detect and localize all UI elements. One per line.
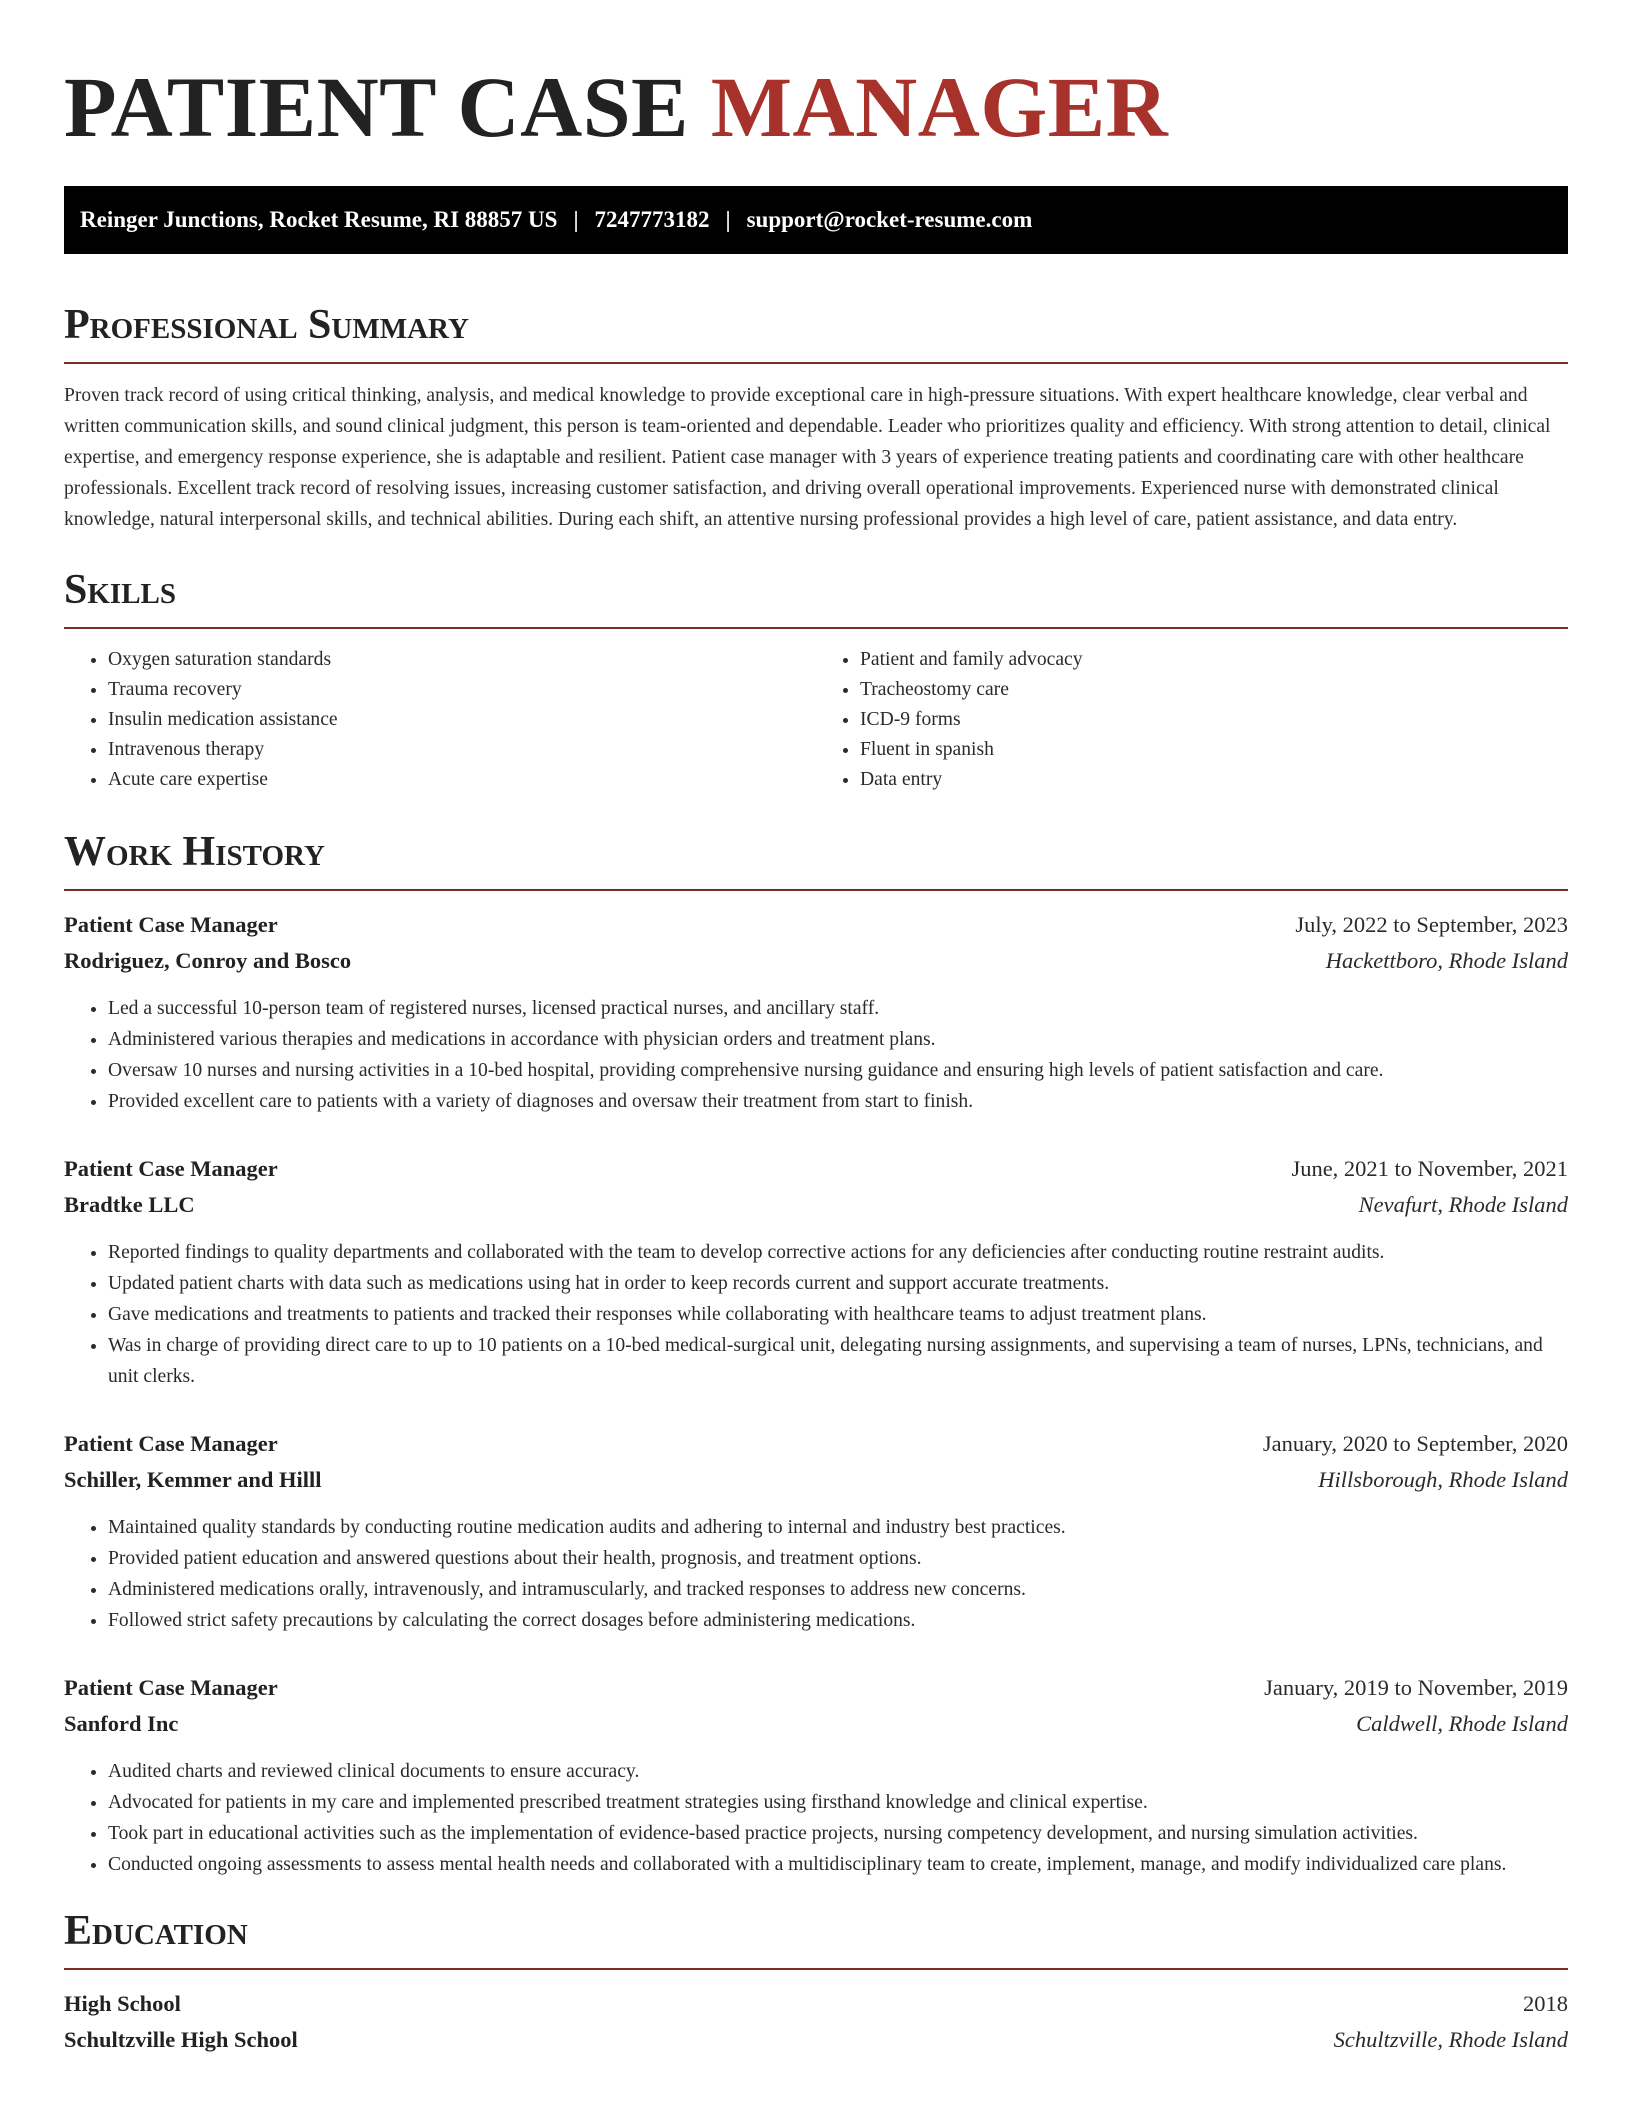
contact-address: Reinger Junctions, Rocket Resume, RI 88857 US xyxy=(80,207,558,232)
job-bullet: • Reported findings to quality departments and collaborated with the team to develop corrective actions for any deficiencies after conducting routine restraint audits. xyxy=(108,1237,1568,1268)
section-title: Skills xyxy=(64,567,177,613)
skill-item: • Oxygen saturation standards xyxy=(108,645,816,675)
job-role: Patient Case Manager xyxy=(64,912,278,937)
summary-section xyxy=(64,304,1568,535)
job-location: Hackettboro, Rhode Island xyxy=(1325,948,1568,973)
education-header-row xyxy=(64,1986,1568,2022)
job-header-row xyxy=(64,1670,1568,1706)
job-entry xyxy=(64,907,1568,1117)
job-company: Schiller, Kemmer and Hilll xyxy=(64,1467,322,1492)
contact-phone: 7247773182 xyxy=(594,207,710,232)
job-bullet: • Audited charts and reviewed clinical documents to ensure accuracy. xyxy=(108,1756,1568,1787)
job-company: Rodriguez, Conroy and Bosco xyxy=(64,948,352,973)
job-header-row xyxy=(64,907,1568,943)
skill-item: • Intravenous therapy xyxy=(108,735,816,765)
education-section xyxy=(64,1910,1568,2058)
job-header-row xyxy=(64,1151,1568,1187)
job-bullet: • Advocated for patients in my care and implemented prescribed treatment strategies using firsthand knowledge and clinical expertise. xyxy=(108,1787,1568,1818)
summary-text: Proven track record of using critical thinking, analysis, and medical knowledge to provide exceptional care in high-pressure situations. With expert healthcare knowledge, clear verbal and written communication skills, and sound clinical judgment, this person is team-oriented and dependable. Leader who prioritizes quality and efficiency. With strong attention to detail, clinical expertise, and emergency response experience, she is adaptable and resilient. Patient case manager with 3 years of experience treating patients and coordinating care with other healthcare professionals. Excellent track record of resolving issues, increasing customer satisfaction, and driving overall operational improvements. Experienced nurse with demonstrated clinical knowledge, natural interpersonal skills, and technical abilities. During each shift, an attentive nursing professional provides a high level of care, patient assistance, and data entry. xyxy=(64,385,1551,530)
job-dates: January, 2020 to September, 2020 xyxy=(1262,1431,1568,1456)
job-company: Sanford Inc xyxy=(64,1711,179,1736)
job-company-row xyxy=(64,1706,1568,1742)
section-title: Professional Summary xyxy=(64,302,469,348)
job-company-row xyxy=(64,1462,1568,1498)
contact-bar xyxy=(64,186,1568,254)
education-year: 2018 xyxy=(1523,1991,1568,2016)
job-header-row xyxy=(64,1426,1568,1462)
skills-list-left xyxy=(64,645,816,795)
contact-email: support@rocket-resume.com xyxy=(746,207,1033,232)
job-bullet: • Took part in educational activities such as the implementation of evidence-based practice projects, nursing competency development, and nursing simulation activities. xyxy=(108,1818,1568,1849)
job-bullets xyxy=(64,1756,1568,1880)
section-title: Education xyxy=(64,1908,248,1954)
education-degree: High School xyxy=(64,1991,181,2016)
education-entry xyxy=(64,1986,1568,2058)
skill-item: • Trauma recovery xyxy=(108,675,816,705)
section-title: Work History xyxy=(64,829,325,875)
job-bullets xyxy=(64,1512,1568,1636)
title-part-1: PATIENT CASE xyxy=(64,59,689,155)
resume-title xyxy=(64,59,1568,155)
title-part-2: MANAGER xyxy=(710,59,1169,155)
job-bullet: • Gave medications and treatments to patients and tracked their responses while collaborating with healthcare teams to adjust treatment plans. xyxy=(108,1299,1568,1330)
section-divider xyxy=(64,362,1568,364)
job-company-row xyxy=(64,1187,1568,1223)
job-bullets xyxy=(64,993,1568,1117)
job-location: Nevafurt, Rhode Island xyxy=(1358,1192,1568,1217)
job-bullet: • Updated patient charts with data such as medications using hat in order to keep records current and support accurate treatments. xyxy=(108,1268,1568,1299)
job-bullet: • Administered medications orally, intravenously, and intramuscularly, and tracked responses to address new concerns. xyxy=(108,1574,1568,1605)
job-role: Patient Case Manager xyxy=(64,1156,278,1181)
section-divider xyxy=(64,1968,1568,1970)
skill-item: • Tracheostomy care xyxy=(860,675,1568,705)
skill-item: • ICD-9 forms xyxy=(860,705,1568,735)
skill-item: • Insulin medication assistance xyxy=(108,705,816,735)
skills-list-right xyxy=(816,645,1568,795)
skills-columns xyxy=(64,645,1568,795)
job-bullet: • Led a successful 10-person team of registered nurses, licensed practical nurses, and ancillary staff. xyxy=(108,993,1568,1024)
job-dates: July, 2022 to September, 2023 xyxy=(1295,912,1568,937)
education-location: Schultzville, Rhode Island xyxy=(1333,2027,1568,2052)
job-bullet: • Administered various therapies and medications in accordance with physician orders and treatment plans. xyxy=(108,1024,1568,1055)
job-bullet: • Provided excellent care to patients with a variety of diagnoses and oversaw their treatment from start to finish. xyxy=(108,1086,1568,1117)
job-location: Caldwell, Rhode Island xyxy=(1356,1711,1568,1736)
job-dates: January, 2019 to November, 2019 xyxy=(1264,1675,1568,1700)
job-bullet: • Oversaw 10 nurses and nursing activities in a 10-bed hospital, providing comprehensive nursing guidance and ensuring high levels of patient satisfaction and care. xyxy=(108,1055,1568,1086)
job-location: Hillsborough, Rhode Island xyxy=(1318,1467,1568,1492)
skills-section xyxy=(64,569,1568,795)
job-company-row xyxy=(64,943,1568,979)
contact-separator: | xyxy=(725,207,731,232)
contact-separator: | xyxy=(573,207,579,232)
job-company: Bradtke LLC xyxy=(64,1192,195,1217)
section-divider xyxy=(64,627,1568,629)
job-bullets xyxy=(64,1237,1568,1392)
section-divider xyxy=(64,889,1568,891)
skill-item: • Acute care expertise xyxy=(108,765,816,795)
job-dates: June, 2021 to November, 2021 xyxy=(1291,1156,1568,1181)
education-school: Schultzville High School xyxy=(64,2027,298,2052)
job-role: Patient Case Manager xyxy=(64,1675,278,1700)
job-bullet: • Was in charge of providing direct care to up to 10 patients on a 10-bed medical-surgical unit, delegating nursing assignments, and supervising a team of nurses, LPNs, technicians, and unit clerks. xyxy=(108,1330,1568,1392)
job-entry xyxy=(64,1151,1568,1392)
skill-item: • Fluent in spanish xyxy=(860,735,1568,765)
job-bullet: • Conducted ongoing assessments to assess mental health needs and collaborated with a multidisciplinary team to create, implement, manage, and modify individualized care plans. xyxy=(108,1849,1568,1880)
education-school-row xyxy=(64,2022,1568,2058)
job-role: Patient Case Manager xyxy=(64,1431,278,1456)
job-bullet: • Provided patient education and answered questions about their health, prognosis, and treatment options. xyxy=(108,1543,1568,1574)
work-history-section xyxy=(64,831,1568,1880)
skill-item: • Patient and family advocacy xyxy=(860,645,1568,675)
skill-item: • Data entry xyxy=(860,765,1568,795)
job-entry xyxy=(64,1670,1568,1880)
job-entry xyxy=(64,1426,1568,1636)
job-bullet: • Followed strict safety precautions by calculating the correct dosages before administering medications. xyxy=(108,1605,1568,1636)
job-bullet: • Maintained quality standards by conducting routine medication audits and adhering to internal and industry best practices. xyxy=(108,1512,1568,1543)
